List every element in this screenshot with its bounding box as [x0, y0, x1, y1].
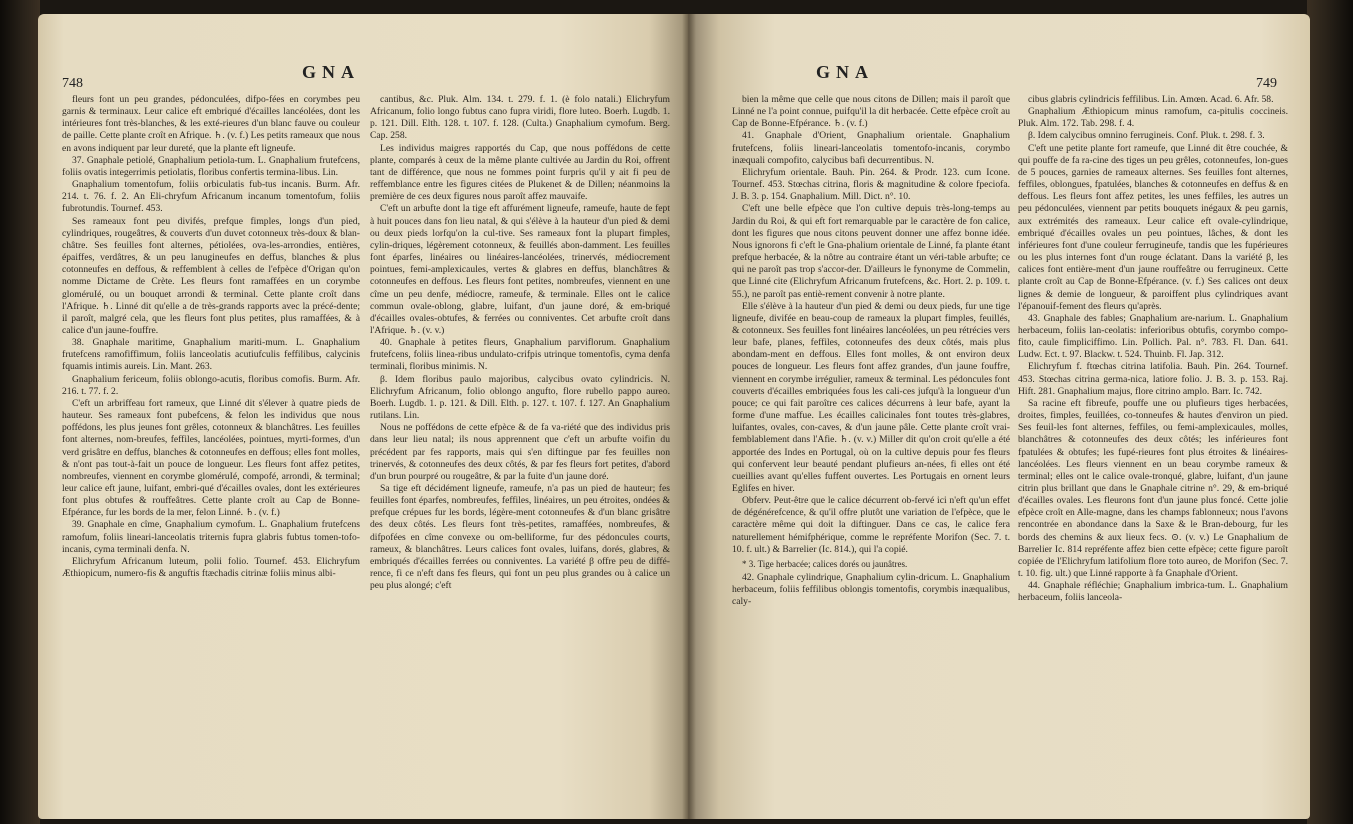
paragraph: 38. Gnaphale maritime, Gnaphalium mariti-mum. L. Gnaphalium frutefcens ramofiffimum, foliis lanceolatis acutiufculis feffilibus, calycinis fquamis intimis aureis. Lin. Mant. 263.: [62, 337, 360, 373]
paragraph: fleurs font un peu grandes, pédonculées, difpo-fées en corymbes peu garnis & terminaux. Leur calice eft embriqué d'écailles lancéolées, dont les intérieures font très-blanches, & les exté-rieures d'un blanc fauve ou couleur de paille. Cette plante croît en Afrique. ♄. (v. f.) Les petits rameaux que nous en avons indiquent par leur dureté, que la plante eft ligneufe.: [62, 94, 360, 154]
paragraph: 43. Gnaphale des fables; Gnaphalium are-narium. L. Gnaphalium herbaceum, foliis lan-ceolatis: inferioribus obtufis, corymbo compo-fito, caule fimpliciffimo. Lin. Pollich. Pal. n°. 783. Fl. Dan. 641. Ludw. Ect. t. 97. Blackw. t. 524. Thuinb. Fl. Jap. 312.: [1018, 312, 1288, 361]
page-number: 749: [1256, 76, 1277, 91]
book-cover-right: [1307, 0, 1353, 824]
paragraph: Elichryfum f. ftœchas citrina latifolia. Bauh. Pin. 264. Tournef. 453. Stœchas citrina germa-nica, latiore folio. J. B. 3. p. 153. Raj. Hift. 281. Gnaphalium majus, flore citrino amplo. Barr. Ic. 742.: [1018, 361, 1288, 397]
paragraph: cantibus, &c. Pluk. Alm. 134. t. 279. f. 1. (è folo natali.) Elichryfum Africanum, folio longo fubtus cano fupra viridi, flore luteo. Boerh. Lugdb. 1. p. 121. Dill. Elth. 128. t. 107. f. 128. (Culta.) Gnaphalium cymofum. Berg. Cap. 258.: [370, 94, 670, 142]
paragraph: Sa racine eft fibreufe, pouffe une ou plufieurs tiges herbacées, droites, fimples, feuillées, co-tonneufes & hautes d'environ un pied. Ses feuil-les font alternes, feffiles, ou femi-amplexicaules, molles, blanchâtres & cotonneufes des deux côtés; les inférieures font fpatulées & obtufes; les fupé-rieures font plus étroites & linéaires-lancéolées. Les fleurs viennent en un beau corymbe rameux & terminal; elles ont le calice ovale-tronqué, glabre, luifant, d'un jaune citrin plus brillant que dans le Gnaphale citrine n°. 29, & em-briqué d'écailles ovales. Les fleurons font d'un jaune plus foncé. Cette jolie efpèce croît en Alle-magne, dans les champs fablonneux; nous l'avons rencontrée en abondance dans la Saxe & le Bran-debourg, fur les bords des chemins & aux lieux fecs. ⊙. (v. v.) Le Gnaphalium de Barrelier Ic. 814 repréfente affez bien cette efpèce; cette figure paroît copiée de l'Elichryfum latifolium flore toto aureo, de Morifon (Sec. 7. t. 10. fig. ult.) que Linné rapporte à fa Gnaphale d'Orient.: [1018, 397, 1288, 580]
running-head: GNA: [302, 62, 360, 82]
paragraph: Les individus maigres rapportés du Cap, que nous poffédons de cette plante, comparés à ceux de la même plante cultivée au Jardin du Roi, offrent tant de différence, que nous ne fommes point furpris qu'il y ait fi peu de reffemblance entre les figures citées de Plukenet & de Dillen; néanmoins la première de ces deux figures nous paroît affez mauvaife.: [370, 142, 670, 203]
paragraph: cibus glabris cylindricis feffilibus. Lin. Amœn. Acad. 6. Afr. 58.: [1028, 94, 1274, 105]
paragraph: β. Idem floribus paulo majoribus, calycibus ovato cylindricis. N. Elichryfum Africanum, folio oblongo angufto, flore rubello pappo aureo. Boerh. Lugdb. 1. p. 121. & Dill. Elth. p. 127. t. 107. f. 127. An Gnaphalium rutilans. Lin.: [370, 373, 670, 422]
paragraph: Gnaphalium fericeum, foliis oblongo-acutis, floribus comofis. Burm. Afr. 216. t. 77. f. 2.: [62, 373, 360, 397]
paragraph: Sa tige eft décidément ligneufe, rameufe, n'a pas un pied de hauteur; fes feuilles font éparfes, nombreufes, feffiles, linéaires, un peu étroites, ondées & prefque crépues fur les bords, légère-ment cotonneufes & d'un blanc grisâtre des deux côtés. Les fleurs font très-petites, ramaffées, nombreufes, & difpofées en cîme convexe ou om-belliforme, fur des pédoncules courts, rameux, & blanchâtres. Leurs calices font ovales, luifans, dorés, glabres, & embriqués d'écailles ferrées ou conniventes. La variété β offre peu de diffé-rence, fi ce n'eft dans fes fleurs, qui font un peu plus grandes ou à calice un peu plus alongé; c'eft: [370, 483, 670, 592]
paragraph: * 3. Tige herbacée; calices dorés ou jaunâtres.: [742, 558, 908, 569]
paragraph: bien la même que celle que nous citons de Dillen; mais il paroît que Linné ne l'a point connue, puifqu'il la dit herbacée. Cette efpèce croît au Cap de Bonne-Efpérance. ♄. (v. f.): [732, 94, 1010, 130]
paragraph: 42. Gnaphale cylindrique, Gnaphalium cylin-dricum. L. Gnaphalium herbaceum, foliis feffilibus oblongis tomentofis, corymbis inæqualibus, caly-: [732, 572, 1010, 608]
paragraph: C'eft une belle efpèce que l'on cultive depuis très-long-temps au Jardin du Roi, & qui eft fort remarquable par le caractère de fon calice, dont les figures que nous citons peuvent donner une affez bonne idée. Nous ignorons fi c'eft le Gna-phalium orientale de Linné, fa plante étant prefque herbacée, & la nôtre au contraire étant un véri-table arbufte; ce qui ne paroît pas trop s'accor-der. D'ailleurs le fynonyme de Commelin, que Linné cite (Elichryfum Africanum frutefcens, &c. Hort. 2. p. 109. t. 55.), ne paroît pas entiè-rement convenir à notre plante.: [732, 203, 1010, 300]
paragraph: Nous ne poffédons de cette efpèce & de fa va-riété que des individus pris dans leur lieu natal; ils nous apprennent que c'eft un arbufte voifin du précédent par fes rapports, mais qui s'en diftingue par fes feuilles non trinervés, & cotonneufes des deux côtés, & par fes fleurs fort petites, d'abord d'un brun pourpré ou rougeâtre, & par la fuite d'un jaune doré.: [370, 422, 670, 482]
paragraph: Elichryfum Africanum luteum, polii folio. Tournef. 453. Elichryfum Æthiopicum, numero-fis & anguftis ftæchadis citrinæ foliis minus albi-: [62, 555, 360, 580]
book-cover-left: [0, 0, 40, 824]
page-number: 748: [62, 76, 83, 91]
paragraph: C'eft un arbriffeau fort rameux, que Linné dit s'élever à quatre pieds de hauteur. Ses rameaux font pubefcens, & felon les individus que nous poffédons, les plus jeunes font grêles, cotonneux & blanchâtres. Les feuilles font alternes, nom-breufes, feffiles, lancéolées, pointues, myrti-formes, d'un verd grisâtre en deffus, blanches & cotonneufes en deffous; elles font molles, & n'ont pas tout-à-fait un pouce de longueur. Les fleurs font affez petites, nombreufes, viennent en corymbe gloméruIé, compofé, arrondi, & terminal; leur calice eft jaune, luifant, embri-qué d'écailles ovales, dont les extérieures font plus obtufes & rouffeâtres. Cette plante croît au Cap de Bonne-Efpérance, fur les bords de la mer, felon Linné. ♄. (v. f.): [62, 397, 360, 519]
paragraph: Elle s'élève à la hauteur d'un pied & demi ou deux pieds, fur une tige ligneufe, divifée en beau-coup de rameaux la plupart fimples, feuillés, & cotonneux. Ses feuilles font linéaires lancéolées, un peu rétrécies vers leur bafe, planes, feffiles, cotonneufes des deux côtés, mais plus abondam-ment en deffous. Elles font molles, & ont environ deux pouces de longueur. Les fleurs font affez grandes, d'un jaune fouffre, viennent en corymbe irrégulier, rameux & terminal. Les pédoncules font couverts d'écailles embriquées fous les cali-ces jufqu'à la longueur d'un pouce; ce qui fait paroître ces calices décurrens à leur bafe, ayant la forme d'une maffue. Les écailles calicinales font toutes très-glabres, luifantes, ovales, con-caves, & d'un jaune pâle. Cette plante croît vrai-femblablement dans l'Afie. ♄. (v. v.) Miller dit qu'on croit qu'elle a été apportée des Indes en Portugal, où on la cultive depuis pour fes fleurs qui confervent leur beauté pendant plufieurs an-nées, fi elles ont été cueillies avant qu'elles fuffent ouvertes. Les Portugais en ornent leurs Eglifes en hiver.: [732, 300, 1011, 494]
text-column-left: [732, 94, 1010, 609]
paragraph: C'eft une petite plante fort rameufe, que Linné dit être couchée, & qui pouffe de fa ra-cine des tiges un peu grêles, cotonneufes, lon-gues de 5 pouces, garnies de rameaux alternes. Ses feuilles font alternes, feffiles, oblongues, fpatulées, blanches & cotonneufes en deffus & en deffous. Les fleurs font affez petites, les unes feffiles, les autres un peu pédonculées, viennent par petits bouquets inégaux & peu garnis, aux extrémités des rameaux. Leur calice eft ovale-cylindrique, embriqué d'écailles ovales un peu pointues, lâches, & dont les inférieures font d'une couleur ferrugineufe, tandis que les fupérieures ou les plus internes font d'un rouge éclatant. Dans la variété β, les calices font entière-ment d'un jaune rouffeâtre ou ferrugineux. Cette plante croît au Cap de Bonne-Efpérance. (v. f.) Ses calices ont deux lignes & demie de longueur, & paroiffent plus cylindriques avant l'épanouif-fement des fleurs qu'après.: [1018, 142, 1288, 312]
right-page: [688, 14, 1310, 819]
paragraph: 39. Gnaphale en cîme, Gnaphalium cymofum. L. Gnaphalium frutefcens ramofum, foliis lineari-lanceolatis triternis fupra glabris fubtus tomen-tofo-incanis, cyma terminali denfa. N.: [62, 519, 360, 555]
paragraph: C'eft un arbufte dont la tige eft affurément ligneufe, rameufe, haute de fept à huit pouces dans fon lieu natal, & qui s'élève à la hauteur d'un pied & demi ou deux pieds lorfqu'on la cul-tive. Ses rameaux font la plupart fimples, cylin-driques, légèrement cotonneux, & feuillés abon-damment. Les feuilles font éparfes, linéaires ou linéaires-lancéolées, trinervés, médiocrement pointues, femi-amplexicaules, vertes & glabres en deffus, blanchâtres & cotonneufes en deffous. Les fleurs font petites, nombreufes, viennent en une cîme un peu denfe, médiocre, rameufe, & terminale. Elles ont le calice commun ovale-oblong, glabre, luifant, d'un jaune doré, & em-briqué d'écailles ovales-obtufes, & ferrées ou conniventes. Cet arbufte croît dans l'Afrique. ♄. (v. v.): [370, 203, 670, 336]
text-column-right: [370, 94, 670, 592]
paragraph: Gnaphalium tomentofum, foliis orbiculatis fub-tus incanis. Burm. Afr. 214. t. 76. f. 2. An Eli-chryfum Africanum incanum tomentofum, foliis fubrotundis. Tournef. 453.: [62, 179, 360, 215]
paragraph: Obferv. Peut-être que le calice décurrent ob-fervé ici n'eft qu'un effet de dégénérefcence, & qu'il offre plutôt une variation de l'efpèce, que le caractère même qui doit la diftinguer. Dans ce cas, le calice fera naturellement hémifphérique, comme le repréfente Morifon (Sec. 7. t. 10. f. ult.) & Barrelier (Ic. 814.), qui l'a copié.: [732, 495, 1010, 555]
paragraph: 37. Gnaphale petiolé, Gnaphalium petiola-tum. L. Gnaphalium frutefcens, foliis ovatis integerrimis petiolatis, floribus confertis termina-libus. Lin.: [62, 154, 360, 178]
text-column-left: [62, 94, 360, 580]
paragraph: Gnaphalium Æthiopicum minus ramofum, ca-pitulis coccineis. Pluk. Alm. 172. Tab. 298. f. 4.: [1018, 106, 1288, 130]
paragraph: Ses rameaux font peu divifés, prefque fimples, longs d'un pied, cylindriques, rougeâtres, & couverts d'un duvet cotonneux très-doux & blan-châtre. Ses feuilles font alternes, pétiolées, ova-les-arrondies, entières, épaiffes, verdâtres, & un peu lanugineufes en deffus, blanches & plus cotonneufes en deffous, & reffemblent à celles de l'efpèce d'Origan qu'on nomme Dictame de Crète. Les fleurs font ramaffées en un corymbe gloméruIé, ou un bouquet arrondi & terminal. Cette plante croît dans l'Afrique. ♄. Linné dit qu'elle a de très-grands rapports avec la précé-dente; il paroît, malgré cela, que les fleurs font plus petites, plus ramaffées, & à calice d'un jaune-fouffre.: [62, 215, 360, 336]
text-column-right: [1018, 94, 1288, 605]
running-head: GNA: [816, 62, 874, 82]
paragraph: 40. Gnaphale à petites fleurs, Gnaphalium parviflorum. Gnaphalium frutefcens, foliis linea-ribus undulato-crifpis utrinque tomentofis, cyma denfa terminali, floribus minimis. N.: [370, 337, 670, 373]
paragraph: Elichryfum orientale. Bauh. Pin. 264. & Prodr. 123. cum Icone. Tournef. 453. Stœchas citrina, floris & magnitudine & colore fpeciofa. J. B. 3. p. 154. Gnaphalium. Mill. Dict. n°. 10.: [732, 166, 1010, 203]
paragraph: 44. Gnaphale réfléchie; Gnaphalium imbrica-tum. L. Gnaphalium herbaceum, foliis lanceola-: [1018, 580, 1288, 604]
paragraph: 41. Gnaphale d'Orient, Gnaphalium orientale. Gnaphalium frutefcens, foliis lineari-lanceolatis tomentofo-incanis, corymbo inæquali compofito, calycibus bafi decurrentibus. N.: [732, 130, 1010, 166]
paragraph: β. Idem calycibus omnino ferrugineis. Conf. Pluk. t. 298. f. 3.: [1028, 130, 1265, 142]
left-page: [38, 14, 688, 819]
